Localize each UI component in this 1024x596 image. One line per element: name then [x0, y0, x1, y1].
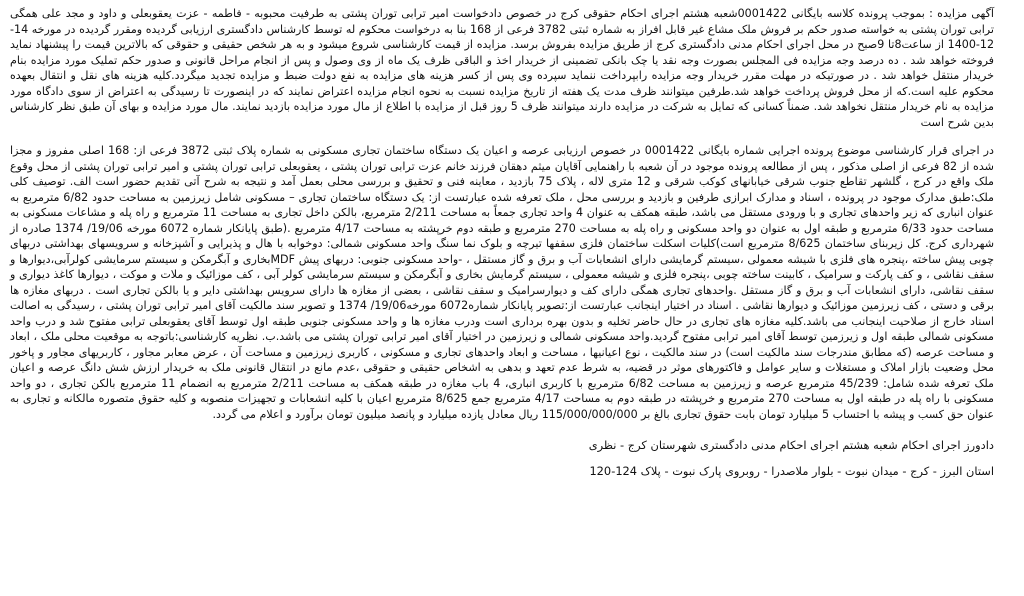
notice-paragraph-appraisal: در اجرای قرار کارشناسی موضوع پرونده اجرایی شماره بایگانی 0001422 در خصوص ارزیابی عرصه و اعیان یک دستگاه ساختمان تجاری مسکونی به شماره پلاک ثبتی 3872 فرعی از: 168 اصلی مفروز و مجزا شده از 82 فرعی از اصلی مذکور ، پس از مطالعه پرونده موجود در آن شعبه با راهنمایی آقایان میثم دهقان فرزند خانم عزت ترابی توران پشتی ، یعقوبعلی ترابی توران پشتی و امیر ترابی توران پشتی از محل وقوع ملک واقع در کرج ، گلشهر تقاطع جنوب شرقی خیابانهای کوکب شرقی و 12 متری لاله ، پلاک 75 بازدید ، معاینه فنی و تحقیق و بررسی محلی بعمل آمد و نتیجه به شرح آتی تقدیم حضور است الف. توصیف کلی ملک:طبق مدارک موجود در پرونده ، اسناد و مدارک ابرازی طرفین و بازدید و بررسی محل ، ملک تعرفه شده عبارتست از: یک دستگاه ساختمان تجاری – مسکونی شامل زیرزمین به مساحت حدود 6/82 مترمربع به عنوان انباری که زیر واحدهای تجاری و با ورودی مستقل می باشد، طبقه همکف به عنوان 4 واحد تجاری جمعاً به مساحت 2/211 مترمربع، بالکن داخل تجاری به مساحت 11 مترمربع و راه پله و مشاعات مسکونی به مساحت حدود 6/33 مترمربع و طبقه اول به عنوان دو واحد مسکونی و راه پله به مساحت 270 مترمربع و طبقه دوم خرپشته به مساحت 4/17 مترمربع .(طبق پایانکار شماره 6072 مورخه 19/06/ 1374 صادره از شهرداری کرج. کل زیربنای ساختمان 8/625 مترمربع است)کلیات اسکلت ساختمان فلزی سقفها تیرچه و بلوک نما سنگ واحد مسکونی شمالی: دوخوابه با هال و پذیرایی و آشپزخانه و سرویسهای بهداشتی دربهای چوبی پیش ساخته ،پنجره های فلزی با شیشه معمولی ،سیستم گرمایشی دارای انشعابات آب و برق و گاز مستقل ، -واحد مسکونی جنوبی: دربهای پیش MDFبخاری و آبگرمکن و سیستم سرمایشی کولرآبی،دیوارها و سقف نقاشی ، و کف پارکت و سرامیک ، کابینت ساخته چوبی ،پنجره فلزی و شیشه معمولی ، سیستم گرمایش بخاری و آبگرمکن و سیستم سرمایشی کولر آبی ، کف موزائیک و ملات و موکت ، دیوارها کاغذ دیواری و سقف نقاشی، دارای انشعابات آب و برق و گاز مستقل .واحدهای تجاری همگی دارای کف و دیوارسرامیک و سقف نقاشی ، بعضی از مغازه ها دارای سرویس بهداشتی دایر و یا بالکن تجاری است . دربهای مغازه ها برقی و دستی ، کف زیرزمین موزائیک و دیوارها نقاشی . اسناد در اختیار اینجانب عبارتست از:تصویر پایانکار شماره6072 مورخه19/06/ 1374 و تصویر سند مالکیت آقای امیر ترابی توران پشتی ، رسیدگی به اصالت اسناد خارج از صلاحیت اینجانب می باشد.کلیه مغازه های تجاری در حال حاضر تخلیه و بدون بهره برداری است ودرب مغازه ها و واحد مسکونی جنوبی طبقه اول توسط آقای یعقوبعلی ترابی مفتوح شد و درب واحد مسکونی شمالی طبقه اول و زیرزمین توسط آقای امیر ترابی مفتوح گردید.واحد مسکونی شمالی و زیرزمین در اختیار آقای امیر ترابی توران پشتی می باشد.ب. نظریه کارشناسی:باتوجه به موقعیت محلی ملک ، ابعاد و مساحت عرصه (که مطابق مندرجات سند مالکیت است) در سند مالکیت ، نوع اعیانیها ، مساحت و ابعاد واحدهای تجاری و مسکونی ، کاربری زیرزمین و مساحت آن ، عرض معابر مجاور ، کاربریهای مجاور و پاخور محل وضعیت بازار املاک و مستغلات و سایر عوامل و فاکتورهای موثر در قضیه، به شرط عدم تعهد و بدهی به اشخاص حقیقی و حقوقی ،عدم مانع در انتقال قانونی ملک به خریدار ارزش شش دانگ عرصه و اعیان ملک تعرفه شده شامل: 45/239 مترمربع عرصه و زیرزمین به مساحت 6/82 مترمربع با کاربری انباری، 4 باب مغازه در طبقه همکف به مساحت 2/211 مترمربع به انضمام 11 مترمربع بالکن تجاری ، دو واحد مسکونی با راه پله در طبقه اول به مساحت 270 مترمربع و خرپشته در طبقه دوم به مساحت 4/17 مترمربع جمع 8/625 مترمربع اعیان با کلیه انشعابات و تجهیزات منصوبه و کلیه حقوق متصوره مالکانه و تجاری به عنوان حق کسب و پیشه با احتساب 5 میلیارد تومان بابت حقوق تجاری بالغ بر 115/000/000/000 ریال معادل یازده میلیارد و پانصد میلیون تومان برآورد و اعلام می گردد.: [10, 144, 995, 421]
notice-address: استان البرز - کرج - میدان نبوت - بلوار ملاصدرا - روبروی پارک نبوت - پلاک 124-120: [589, 464, 994, 478]
notice-signature: دادورز اجرای احکام شعبه هشتم اجرای احکام مدنی دادگستری شهرستان کرج - نظری: [588, 438, 994, 452]
notice-paragraph-auction: آگهی مزایده : بموجب پرونده کلاسه بایگانی 0001422شعبه هشتم اجرای احکام حقوقی کرج در خصوص دادخواست امیر ترابی توران پشتی به طرفیت محبوبه - فاطمه - عزت یعقوبعلی و داود و مجد علی همگی ترابی توران پشتی به خواسته صدور حکم بر فروش ملک مشاع غیر قابل افراز به شماره ثبتی 3782 فرعی از 168 بنا به درخواست محکوم له توسط کارشناس دادگستری ارزیابی گردیده ومقرر گردیده در مورخه 14-12-1400 از ساعت8تا 9صبح در محل اجرای احکام مدنی دادگستری کرج از طریق مزایده بفروش برسد. مزایده از قیمت کارشناسی شروع میشود و به هر شخص حقیقی و حقوقی که بالاترین قیمت را پیشنهاد نماید فروخته خواهد شد . ده درصد وجه مزایده فی المجلس بصورت وجه نقد یا چک بانکی تضمینی از خریدار اخذ و الباقی ظرف یک ماه از وی وصول و پس از انجام مراحل قانونی و صدور حکم تملیک مورد مزایده بنام خریدار منتقل خواهد شد . در صورتیکه در مهلت مقرر خریدار وجه مزایده رابپرداخت ننماید سپرده وی پس از کسر هزینه های مزایده به نفع دولت ضبط و مزایده تجدید میگردد.کلیه هزینه های نقل و انتقال بعهده محکوم علیه است.که از محل فروش پرداخت خواهد شد.طرفین میتوانند ظرف مدت یک هفته از تاریخ مزایده نسبت به نحوه انجام مزایده اعتراض نمایند که در اینصورت تا رسیدگی به اعتراض از سوی دادگاه مورد مزایده به نام خریدار منتقل نخواهد شد. ضمناً کسانی که تمایل به شرکت در مزایده دارند میتوانند ظرف 5 روز قبل از مزایده با اطلاع از مال مورد مزایده بازدید نمایند. مال مورد مزایده و بهای آن طبق نظر کارشناس بدین شرح است: [10, 7, 995, 129]
